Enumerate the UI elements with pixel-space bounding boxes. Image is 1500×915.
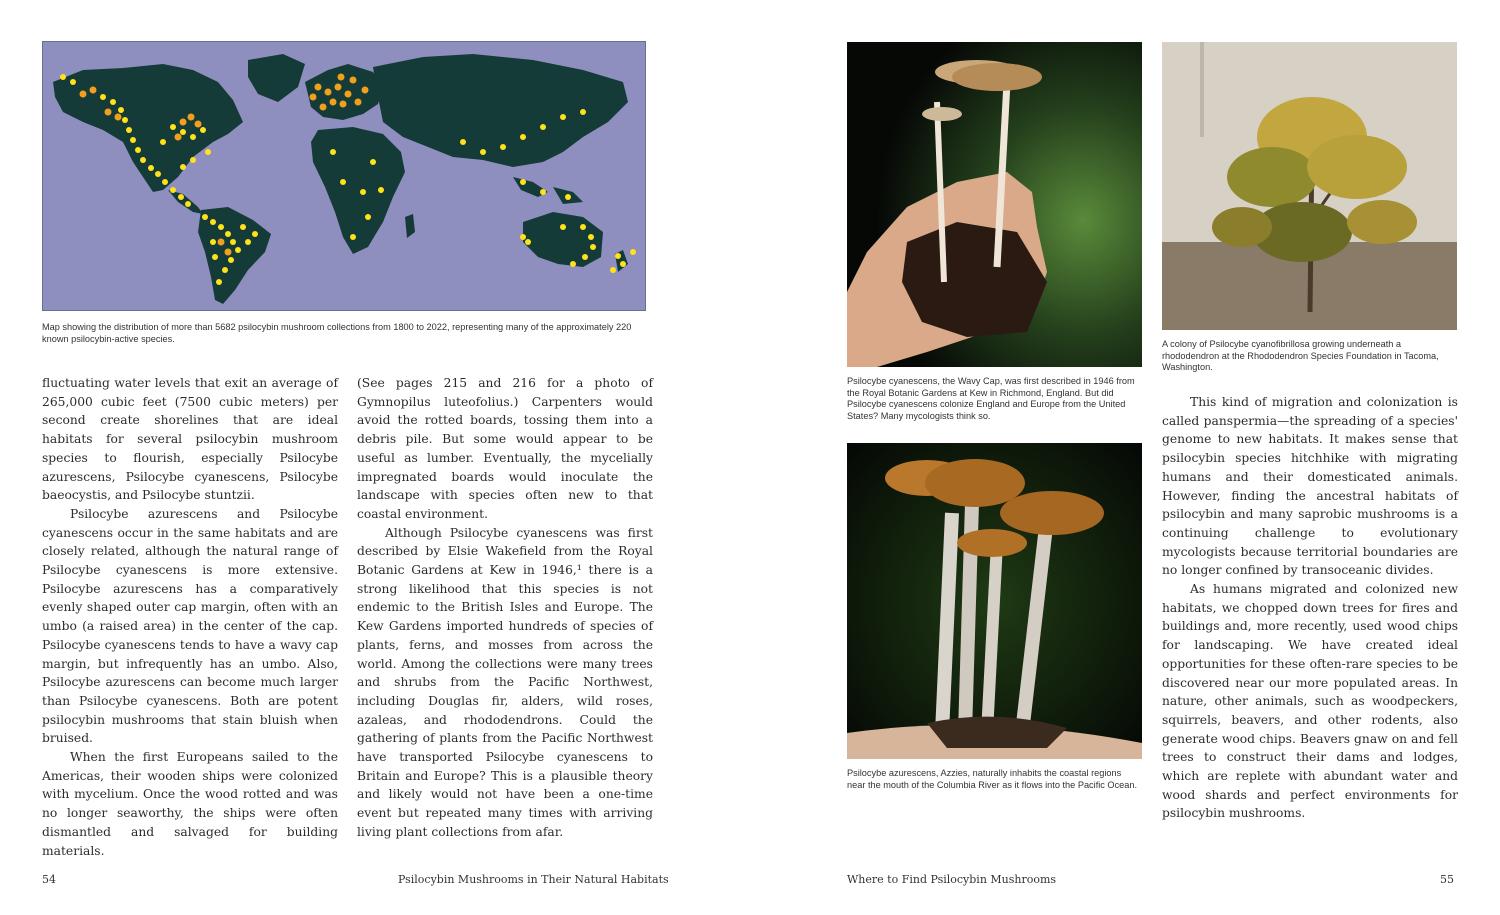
column-4 [1162,393,1458,823]
photo-psilocybe-cyanescens [847,42,1142,367]
col1-paragraph-2: Psilocybe azurescens and Psilocybe cyanescens occur in the same habitats and are closely related, although the natural range of Psilocybe cyanescens is more extensive. Psilocybe azurescens has a comparatively evenly shaped outer cap margin, often with an umbo (a raised area) in the center of the cap. Psilocybe cyanescens tends to have a wavy cap margin, but infrequently has an umbo. Also, Psilocybe azurescens can become much larger than Psilocybe cyanescens. Both are potent psilocybin mushrooms that stain bluish when bruised. [42,506,338,746]
map-caption: Map showing the distribution of more than 5682 psilocybin mushroom collections from 1800 to 2022, representing many of the approximately 220 known psilocybin-active species. [42,322,632,344]
left-running-title: Psilocybin Mushrooms in Their Natural Habitats [398,873,669,886]
column-2 [357,374,653,842]
col2-paragraph-1: (See pages 215 and 216 for a photo of Gymnopilus luteofolius.) Carpenters would avoid the rotted boards, tossing them into a debris pile. But some would appear to be useful as lumber. Eventually, the mycelially impregnated boards would inoculate the landscape with species often new to that coastal environment. [357,376,653,521]
column-1 [42,374,338,860]
photo-psilocybe-cyanofibrillosa [1162,42,1457,330]
caption-psilocybe-azurescens: Psilocybe azurescens, Azzies, naturally inhabits the coastal regions near the mouth of the Columbia River as it flows into the Pacific Ocean. [847,768,1138,790]
col1-paragraph-3: When the first Europeans sailed to the Americas, their wooden ships were colonized with mycelium. Once the wood rotted and was no longer seaworthy, the ships were often dismantled and salvaged for building materials. [42,750,338,858]
col1-paragraph-1: fluctuating water levels that exit an average of 265,000 cubic feet (7500 cubic meters) per second create shorelines that are ideal habitats for several psilocybin mushroom species to flourish, especially Psilocybe azurescens, Psilocybe cyanescens, Psilocybe baeocystis, and Psilocybe stuntzii. [42,376,338,503]
col4-paragraph-1: This kind of migration and colonization is called panspermia—the spreading of a species' genome to new habitats. It makes sense that psilocybin species hitchhike with migrating humans and their domesticated animals. However, finding the ancestral habitats of psilocybin and many saprobic mushrooms is a continuing challenge to evolutionary mycologists because territorial boundaries are no longer confined by transoceanic divides. [1162,395,1458,578]
photo-psilocybe-azurescens [847,443,1142,759]
right-page-number: 55 [1440,873,1454,886]
distribution-map [42,41,646,311]
col4-paragraph-2: As humans migrated and colonized new habitats, we chopped down trees for fires and buildings and, more recently, used wood chips for landscaping. We have created ideal opportunities for these often-rare species to be discovered near our more populated areas. In nature, other animals, such as woodpeckers, squirrels, beavers, and other rodents, also generate wood chips. Beavers gnaw on and fell trees to construct their dams and lodges, which are replete with abundant water and wood shards and perfect environments for psilocybin mushrooms. [1162,582,1458,821]
caption-psilocybe-cyanescens: Psilocybe cyanescens, the Wavy Cap, was first described in 1946 from the Royal Botanic Gardens at Kew in Richmond, England. But did Psilocybe cyanescens colonize England and Europe from the United States? Many mycologists think so. [847,376,1135,421]
col2-paragraph-2: Although Psilocybe cyanescens was first described by Elsie Wakefield from the Royal Botanic Gardens at Kew in 1946,¹ there is a strong likelihood that this species is not endemic to the British Isles and Europe. The Kew Gardens imported hundreds of species of plants, ferns, and mosses from across the world. Among the collections were many trees and shrubs from the Pacific Northwest, including Douglas fir, alders, wild roses, azaleas, and rhododendrons. Could the gathering of plants from the Pacific Northwest have transported Psilocybe cyanescens to Britain and Europe? This is a plausible theory and likely would not have been a one-time event but repeated many times with arriving living plant collections from afar. [357,525,653,839]
caption-psilocybe-cyanofibrillosa: A colony of Psilocybe cyanofibrillosa growing underneath a rhododendron at the Rhododendron Species Foundation in Tacoma, Washington. [1162,339,1439,372]
left-page-number: 54 [42,873,56,886]
right-running-title: Where to Find Psilocybin Mushrooms [847,873,1057,886]
